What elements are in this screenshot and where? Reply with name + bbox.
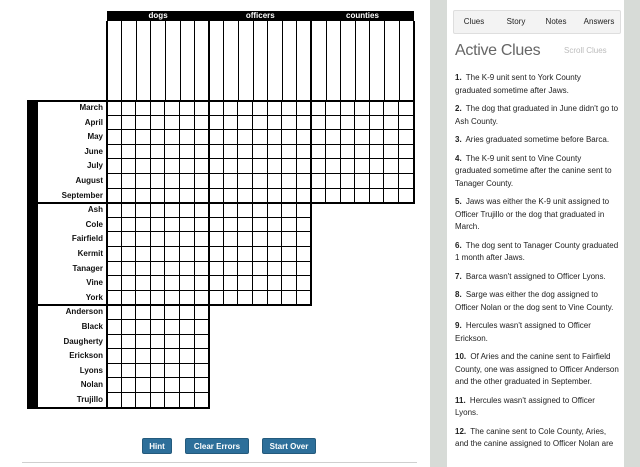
tab-clues[interactable]: Clues — [463, 17, 485, 26]
column-line — [296, 21, 297, 101]
clue-list — [455, 72, 619, 457]
row-group-divider — [27, 407, 107, 409]
row-group-divider — [27, 304, 107, 306]
column-line — [413, 21, 415, 101]
clue-item[interactable] — [455, 395, 619, 420]
column-label-area — [107, 21, 414, 101]
clue-text: The dog sent to Tanager County graduated 1 month after Jaws. — [455, 240, 619, 262]
bottom-divider — [22, 462, 417, 463]
tab-story[interactable]: Story — [506, 17, 526, 26]
grid-block — [106, 202, 210, 306]
clue-text: Barca wasn't assigned to Officer Lyons. — [463, 271, 606, 281]
clue-item[interactable] — [455, 153, 619, 191]
clue-item[interactable] — [455, 103, 619, 128]
row-label: Kermit — [77, 249, 103, 258]
column-line — [369, 21, 370, 101]
clue-text: The K-9 unit sent to Vine County graduated sometime after the canine sent to Tanager County. — [455, 153, 612, 188]
clue-number: 4. — [455, 153, 462, 163]
clue-number: 5. — [455, 197, 462, 206]
clue-text: Hercules wasn't assigned to Officer Lyons. — [455, 395, 595, 417]
row-label: York — [85, 292, 103, 302]
row-label: July — [86, 161, 103, 171]
hint-button[interactable]: Hint — [142, 438, 172, 454]
column-line — [310, 21, 312, 101]
row-label: Vine — [86, 278, 103, 288]
clue-number: 10. — [455, 352, 467, 361]
clue-item[interactable] — [455, 351, 619, 389]
clue-item[interactable] — [455, 72, 619, 97]
row-label: April — [84, 117, 103, 127]
column-line — [208, 21, 210, 101]
background-strip — [430, 0, 447, 467]
row-label: Daugherty — [63, 336, 103, 346]
column-line — [238, 21, 239, 101]
clue-number: 9. — [455, 321, 462, 330]
clue-text: The dog that graduated in June didn't go to Ash County. — [455, 104, 619, 126]
row-label: Erickson — [69, 351, 103, 361]
column-line — [340, 21, 341, 101]
row-category-bar — [27, 101, 38, 408]
clue-item[interactable] — [455, 426, 619, 451]
clue-text: Of Aries and the canine sent to Fairfield County, one was assigned to Officer Anderson and the other graduated in September. — [455, 352, 619, 386]
category-header-officers: officers — [209, 11, 311, 21]
column-line — [121, 21, 122, 101]
row-label: September — [61, 190, 103, 200]
clue-text: The canine sent to Cole County, Aries, and the canine assigned to Officer Nolan are — [455, 426, 614, 448]
clue-item[interactable] — [455, 320, 619, 345]
panel-tabs — [453, 10, 621, 34]
background-edge — [624, 0, 640, 467]
row-label: Tanager — [72, 263, 103, 273]
column-line — [223, 21, 224, 101]
column-line — [180, 21, 181, 101]
column-line — [267, 21, 268, 101]
clue-item[interactable] — [455, 240, 619, 265]
column-line — [282, 21, 283, 101]
row-label: Ash — [87, 205, 103, 215]
clue-item[interactable] — [455, 271, 619, 284]
column-line — [194, 21, 195, 101]
puzzle-buttons — [0, 438, 430, 456]
clue-text: Sarge was either the dog assigned to Officer Nolan or the dog sent to Vine County. — [455, 290, 614, 312]
column-line — [326, 21, 327, 101]
category-header-dogs: dogs — [107, 11, 209, 21]
panel-title: Active Clues — [455, 42, 541, 59]
clue-number: 2. — [455, 104, 462, 113]
tab-notes[interactable]: Notes — [545, 17, 567, 26]
clue-number: 1. — [455, 73, 462, 82]
column-line — [136, 21, 137, 101]
row-label: Anderson — [65, 307, 103, 317]
clue-number: 11. — [455, 395, 466, 405]
row-label: Fairfield — [71, 234, 103, 244]
row-label: Cole — [85, 219, 103, 229]
clue-item[interactable] — [455, 196, 619, 234]
row-label: Lyons — [79, 365, 103, 375]
row-label: June — [84, 146, 103, 156]
column-line — [165, 21, 166, 101]
grid-block — [106, 304, 210, 408]
column-line — [150, 21, 151, 101]
grid-block — [208, 100, 312, 204]
column-line — [253, 21, 254, 101]
row-label: Nolan — [80, 380, 103, 390]
row-label: Trujillo — [76, 395, 103, 404]
clue-number: 7. — [455, 271, 462, 281]
column-line — [399, 21, 400, 101]
clue-text: Aries graduated sometime before Barca. — [463, 135, 610, 144]
clue-text: The K-9 unit sent to York County graduated sometime after Jaws. — [455, 73, 581, 95]
row-label: August — [75, 176, 103, 185]
row-label: May — [87, 132, 103, 142]
start-over-button[interactable]: Start Over — [262, 438, 316, 454]
grid-block — [208, 202, 312, 306]
clue-item[interactable] — [455, 289, 619, 314]
clue-text: Hercules wasn't assigned to Officer Erickson. — [455, 321, 591, 343]
clues-panel — [447, 0, 624, 467]
scroll-clues-link[interactable]: Scroll Clues — [564, 46, 607, 55]
grid-block — [106, 100, 210, 204]
row-label: Black — [81, 322, 103, 331]
row-group-divider — [27, 202, 107, 204]
column-line — [355, 21, 356, 101]
tab-answers[interactable]: Answers — [583, 17, 615, 26]
clue-number: 12. — [455, 426, 467, 436]
clue-number: 6. — [455, 240, 462, 250]
row-group-divider — [27, 100, 107, 102]
clear-errors-button[interactable]: Clear Errors — [185, 438, 249, 454]
clue-number: 8. — [455, 290, 462, 299]
row-label: March — [79, 103, 103, 112]
column-line — [384, 21, 385, 101]
clue-item[interactable] — [455, 134, 619, 147]
grid-block — [310, 100, 414, 204]
clue-text: Jaws was either the K-9 unit assigned to Officer Trujillo or the dog that graduated in March. — [455, 197, 610, 231]
category-header-counties: counties — [311, 11, 413, 21]
column-line — [106, 21, 108, 101]
clue-number: 3. — [455, 135, 462, 144]
